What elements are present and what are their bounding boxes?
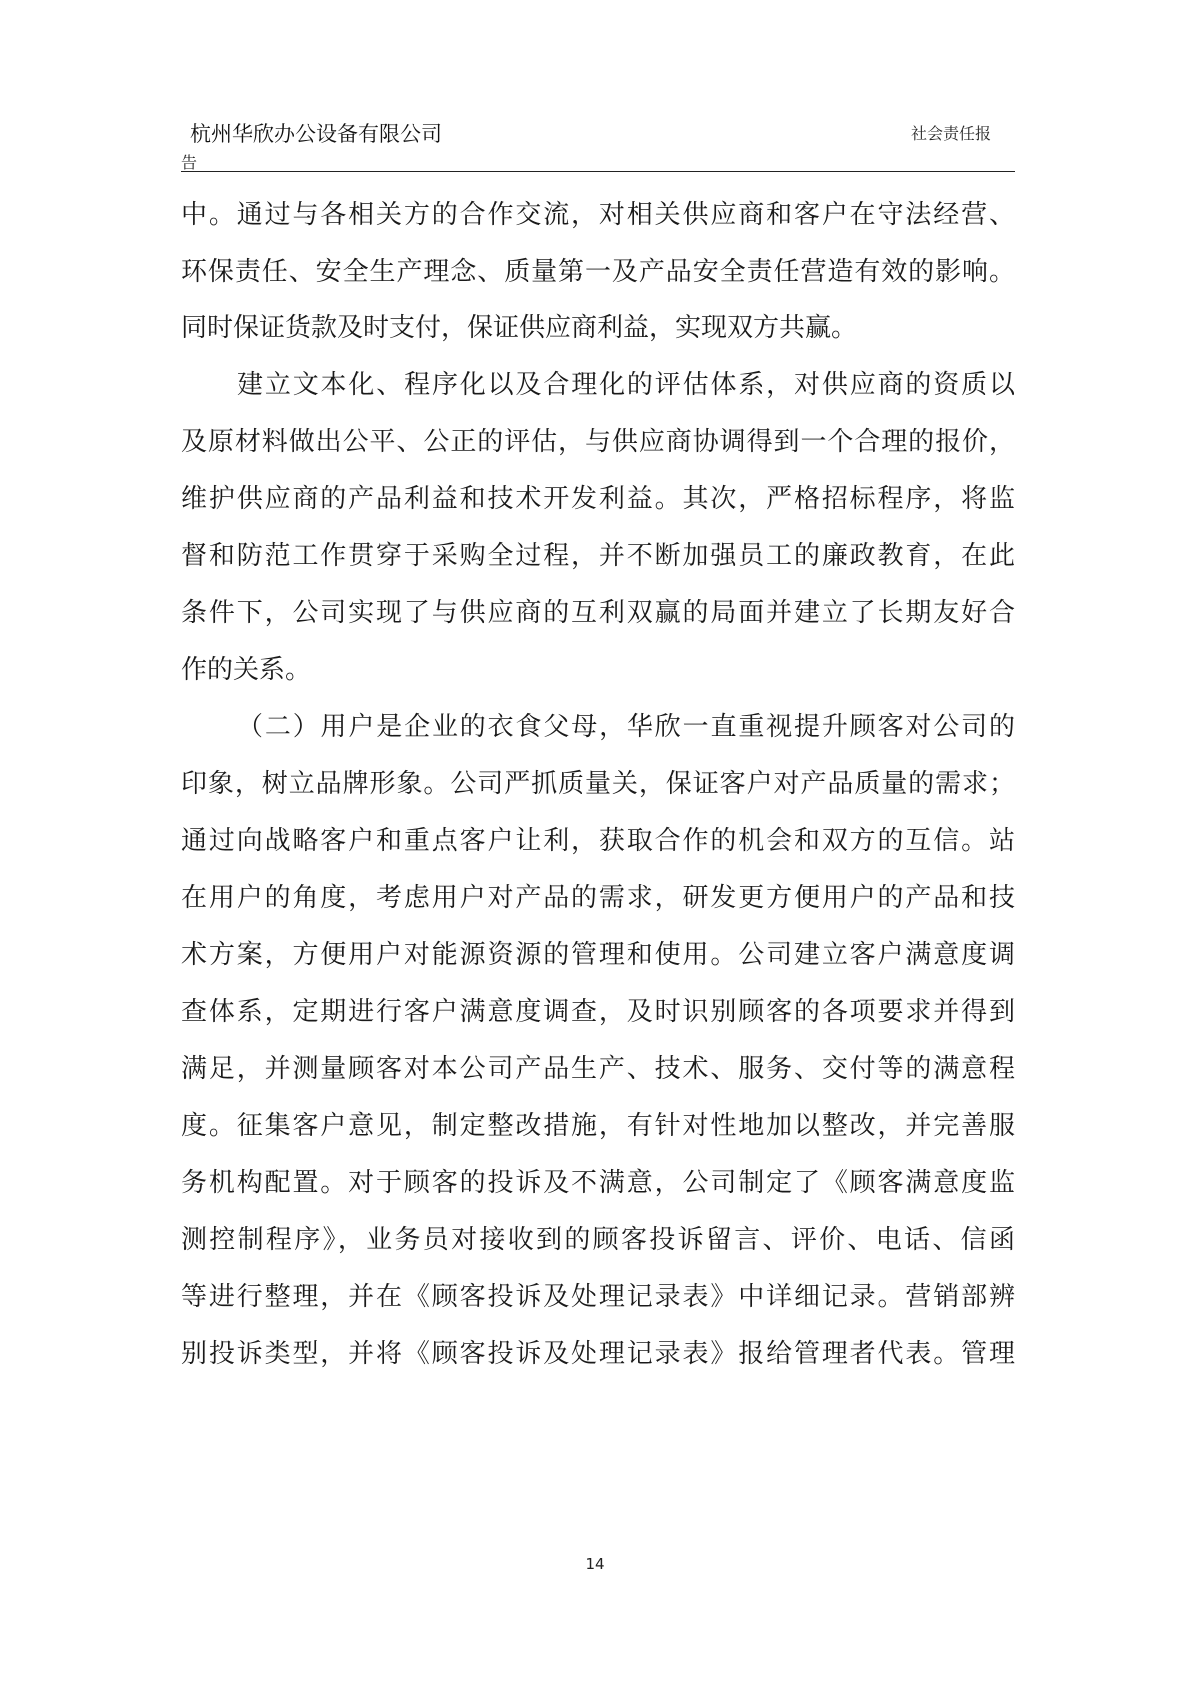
header-company-name: 杭州华欣办公设备有限公司 bbox=[190, 122, 442, 146]
body-line: 别投诉类型，并将《顾客投诉及处理记录表》报给管理者代表。管理 bbox=[181, 1339, 1015, 1369]
body-line: 印象，树立品牌形象。公司严抓质量关，保证客户对产品质量的需求； bbox=[181, 769, 1015, 799]
body-line: 作的关系。 bbox=[181, 655, 312, 685]
body-line: 在用户的角度，考虑用户对产品的需求，研发更方便用户的产品和技 bbox=[181, 883, 1015, 913]
body-line: 度。征集客户意见，制定整改措施，有针对性地加以整改，并完善服 bbox=[181, 1111, 1015, 1141]
body-line: 务机构配置。对于顾客的投诉及不满意，公司制定了《顾客满意度监 bbox=[181, 1168, 1015, 1198]
page-number: 14 bbox=[585, 1555, 605, 1573]
body-line: 环保责任、安全生产理念、质量第一及产品安全责任营造有效的影响。 bbox=[181, 257, 1015, 287]
body-line: 等进行整理，并在《顾客投诉及处理记录表》中详细记录。营销部辨 bbox=[181, 1282, 1015, 1312]
body-line: 中。通过与各相关方的合作交流，对相关供应商和客户在守法经营、 bbox=[181, 200, 1015, 230]
body-line: 及原材料做出公平、公正的评估，与供应商协调得到一个合理的报价， bbox=[181, 427, 1015, 457]
header-divider bbox=[181, 171, 1015, 172]
header-report-title-wrap: 告 bbox=[181, 153, 198, 172]
header-report-title: 社会责任报 bbox=[911, 124, 992, 143]
body-line: 术方案，方便用户对能源资源的管理和使用。公司建立客户满意度调 bbox=[181, 940, 1015, 970]
body-line: 通过向战略客户和重点客户让利，获取合作的机会和双方的互信。站 bbox=[181, 826, 1015, 856]
body-line: 督和防范工作贯穿于采购全过程，并不断加强员工的廉政教育，在此 bbox=[181, 541, 1015, 571]
body-line: 满足，并测量顾客对本公司产品生产、技术、服务、交付等的满意程 bbox=[181, 1054, 1015, 1084]
body-line: 同时保证货款及时支付，保证供应商利益，实现双方共赢。 bbox=[181, 313, 858, 343]
body-line: 维护供应商的产品利益和技术开发利益。其次，严格招标程序，将监 bbox=[181, 484, 1015, 514]
body-line: 查体系，定期进行客户满意度调查，及时识别顾客的各项要求并得到 bbox=[181, 997, 1015, 1027]
body-line: 测控制程序》，业务员对接收到的顾客投诉留言、评价、电话、信函 bbox=[181, 1225, 1015, 1255]
body-line: （二）用户是企业的衣食父母，华欣一直重视提升顾客对公司的 bbox=[237, 712, 1015, 742]
body-line: 条件下，公司实现了与供应商的互利双赢的局面并建立了长期友好合 bbox=[181, 598, 1015, 628]
body-line: 建立文本化、程序化以及合理化的评估体系，对供应商的资质以 bbox=[237, 370, 1015, 400]
